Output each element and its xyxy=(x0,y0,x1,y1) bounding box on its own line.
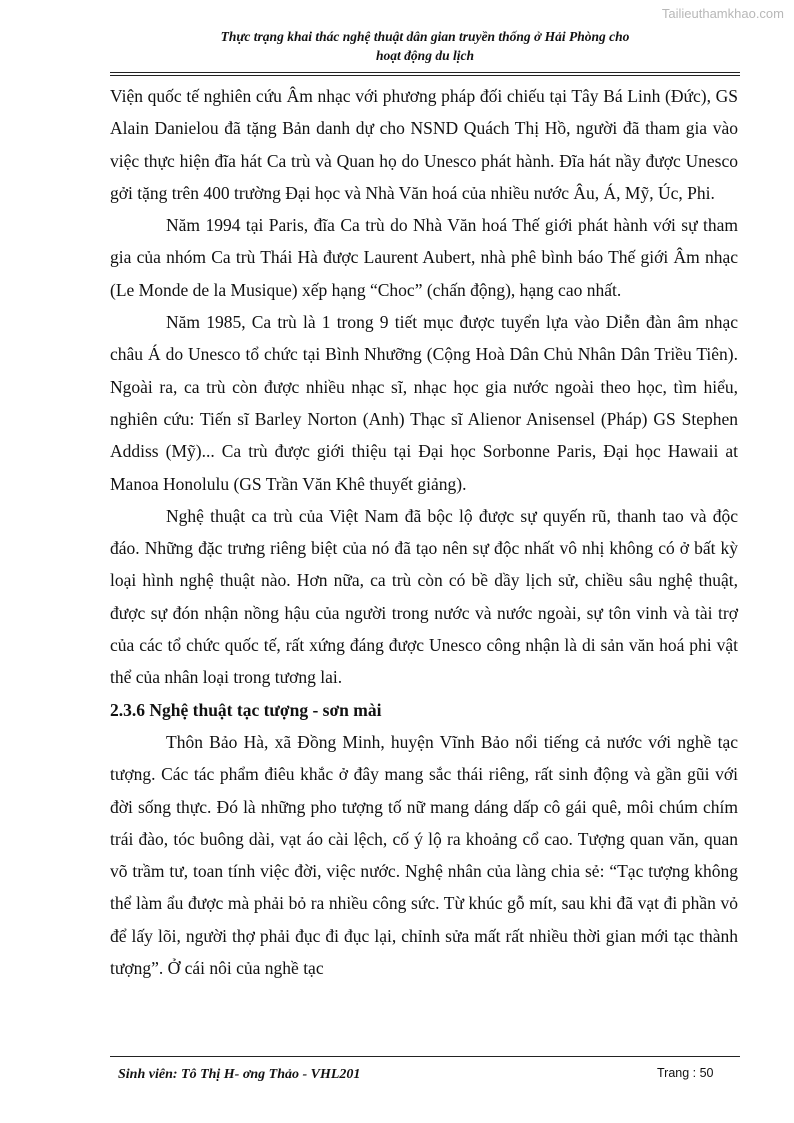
page-number: Trang : 50 xyxy=(657,1066,714,1080)
header-divider xyxy=(110,72,740,76)
section-paragraph: Thôn Bảo Hà, xã Đồng Minh, huyện Vĩnh Bảo nổi tiếng cả nước với nghề tạc tượng. Các tác phẩm điêu khắc ở đây mang sắc thái riêng, rất sinh động và gần gũi với đời sống thực. Đó là những pho tượng tố nữ mang dáng dấp cô gái quê, môi chúm chím trái đào, tóc buông dài, vạt áo cài lệch, cố ý lộ ra khoảng cổ cao. Tượng quan văn, quan võ trầm tư, toan tính việc đời, việc nước. Nghệ nhân của làng chia sẻ: “Tạc tượng không thể làm ẩu được mà phải bỏ ra nhiều công sức. Từ khúc gỗ mít, sau khi đã vạt đi phần vỏ để lấy lõi, người thợ phải đục đi đục lại, chỉnh sửa mất rất nhiều thời gian mới tạc thành tượng”. Ở cái nôi của nghề tạc xyxy=(110,731,738,979)
header-title-line-2: hoạt động du lịch xyxy=(376,48,474,63)
document-body xyxy=(110,80,738,984)
header-title-line-1: Thực trạng khai thác nghệ thuật dân gian truyền thống ở Hải Phòng cho xyxy=(220,29,630,44)
paragraph-4: Nghệ thuật ca trù của Việt Nam đã bộc lộ được sự quyến rũ, thanh tao và độc đáo. Những đặc trưng riêng biệt của nó đã tạo nên sự độc nhất vô nhị không có ở bất kỳ loại hình nghệ thuật nào. Hơn nữa, ca trù còn có bề dầy lịch sử, chiều sâu nghệ thuật, được sự đón nhận nồng hậu của người trong nước và nước ngoài, sự tôn vinh và tài trợ của các tổ chức quốc tế, rất xứng đáng được Unesco công nhận là di sản văn hoá phi vật thể của nhân loại trong tương lai. xyxy=(110,505,738,688)
watermark: Tailieuthamkhao.com xyxy=(661,6,784,21)
page-header xyxy=(110,27,740,65)
paragraph-1: Viện quốc tế nghiên cứu Âm nhạc với phương pháp đối chiếu tại Tây Bá Linh (Đức), GS Alain Danielou đã tặng Bản danh dự cho NSND Quách Thị Hồ, người đã tham gia vào việc thực hiện đĩa hát Ca trù và Quan họ do Unesco phát hành. Đĩa hát nầy được Unesco gởi tặng trên 400 trường Đại học và Nhà Văn hoá của nhiều nước Âu, Á, Mỹ, Úc, Phi. xyxy=(110,86,738,203)
footer-author: Sinh viên: Tô Thị H- ơng Thảo - VHL201 xyxy=(118,1067,361,1082)
section-heading: 2.3.6 Nghệ thuật tạc tượng - sơn mài xyxy=(110,699,382,720)
paragraph-3: Năm 1985, Ca trù là 1 trong 9 tiết mục được tuyển lựa vào Diễn đàn âm nhạc châu Á do Unesco tổ chức tại Bình Nhưỡng (Cộng Hoà Dân Chủ Nhân Dân Triều Tiên). Ngoài ra, ca trù còn được nhiều nhạc sĩ, nhạc học gia nước ngoài theo học, tìm hiểu, nghiên cứu: Tiến sĩ Barley Norton (Anh) Thạc sĩ Alienor Anisensel (Pháp) GS Stephen Addiss (Mỹ)... Ca trù được giới thiệu tại Đại học Sorbonne Paris, Đại học Hawaii at Manoa Honolulu (GS Trần Văn Khê thuyết giảng). xyxy=(110,312,738,494)
paragraph-2: Năm 1994 tại Paris, đĩa Ca trù do Nhà Văn hoá Thế giới phát hành với sự tham gia của nhóm Ca trù Thái Hà được Laurent Aubert, nhà phê bình báo Thế giới Âm nhạc (Le Monde de la Musique) xếp hạng “Choc” (chấn động), hạng cao nhất. xyxy=(110,215,738,300)
footer-divider xyxy=(110,1056,740,1057)
